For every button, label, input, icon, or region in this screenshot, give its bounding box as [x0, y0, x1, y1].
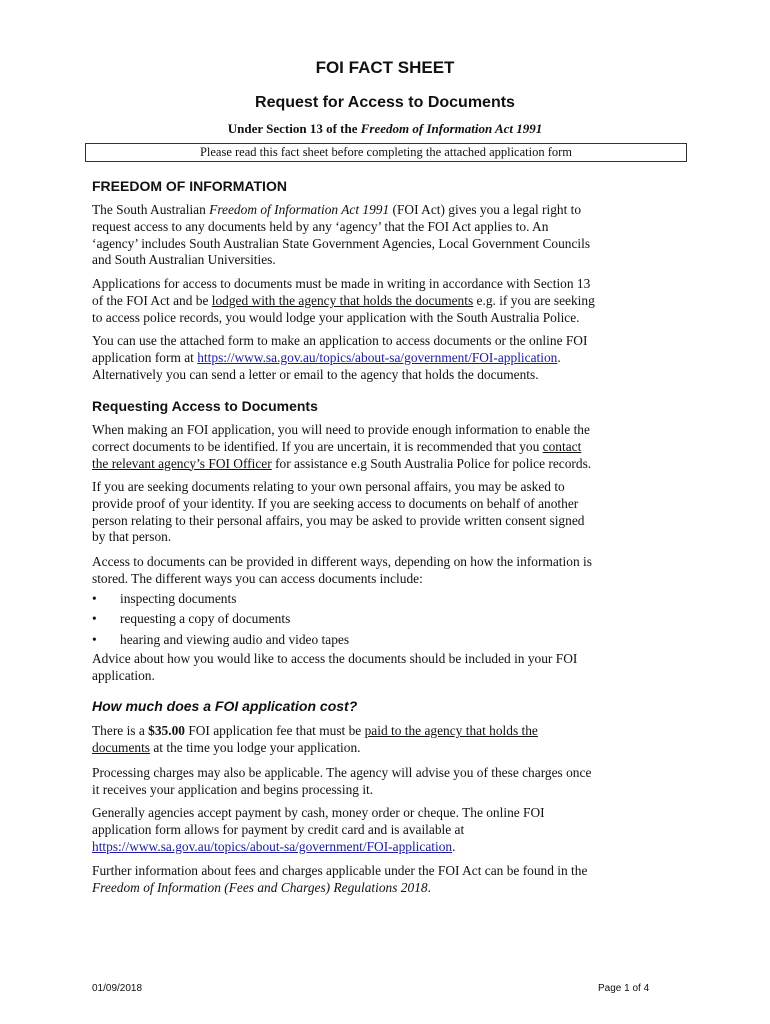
- section-heading-requesting: Requesting Access to Documents: [92, 398, 318, 414]
- list-item: • hearing and viewing audio and video tapes: [92, 631, 350, 647]
- paragraph-access-ways: Access to documents can be provided in different ways, depending on how the information is stored. The different ways you can access documents include:: [92, 554, 592, 586]
- access-methods-list: [92, 589, 349, 650]
- paragraph-foi-intro: The South Australian Freedom of Information Act 1991 (FOI Act) gives you a legal right to request access to any documents held by any ‘agency’ that the FOI Act applies to. An ‘agency’ includes South Australian State Government Agencies, Local Government Councils and South Australian Universities.: [92, 202, 591, 268]
- fee-amount: $35.00: [148, 723, 185, 738]
- footer-page-number: Page 1 of 4: [598, 983, 650, 994]
- foi-application-link-payment[interactable]: https://www.sa.gov.au/topics/about-sa/government/FOI-application: [92, 838, 453, 854]
- paragraph-regulations: Further information about fees and charges applicable under the FOI Act can be found in the Freedom of Information (Fees and Charges) Regulations 2018.: [92, 863, 588, 895]
- list-item: • requesting a copy of documents: [92, 611, 291, 627]
- act-reference: Under Section 13 of the Freedom of Information Act 1991: [227, 121, 543, 136]
- section-heading-cost: How much does a FOI application cost?: [92, 698, 358, 714]
- paragraph-processing-charges: Processing charges may also be applicable. The agency will advise you of these charges once it receives your application and begins processing it.: [92, 765, 592, 797]
- paragraph-access-advice: Advice about how you would like to access the documents should be included in your FOI application.: [92, 651, 578, 683]
- list-item: • inspecting documents: [92, 591, 237, 606]
- paragraph-payment: Generally agencies accept payment by cash, money order or cheque. The online FOI application form allows for payment by credit card and is available at https://www.sa.gov.au/topics/about-sa/government/FOI-application.: [92, 805, 545, 854]
- notice-box: Please read this fact sheet before completing the attached application form: [85, 143, 687, 162]
- paragraph-making-application: When making an FOI application, you will need to provide enough information to enable the correct documents to be identified. If you are uncertain, it is recommended that you contact the relevant agency’s FOI Officer for assistance e.g South Australia Police for police records.: [92, 422, 592, 471]
- paragraph-personal-affairs: If you are seeking documents relating to your own personal affairs, you may be asked to provide proof of your identity. If you are seeking access to documents on behalf of another person relating to their personal affairs, you may be asked to provide written consent signed by that person.: [92, 479, 585, 545]
- page-subtitle: Request for Access to Documents: [255, 94, 515, 111]
- section-heading-foi: FREEDOM OF INFORMATION: [92, 178, 287, 194]
- footer-date: 01/09/2018: [92, 983, 143, 994]
- paragraph-applications: Applications for access to documents must be made in writing in accordance with Section 13 of the FOI Act and be lodged with the agency that holds the documents e.g. if you are seeking to access police records, you would lodge your application with the South Australia Police.: [92, 276, 595, 325]
- paragraph-attached-form: You can use the attached form to make an application to access documents or the online FOI application form at https://www.sa.gov.au/topics/about-sa/government/FOI-application. Alternatively you can send a letter or email to the agency that holds the documents.: [92, 333, 588, 382]
- foi-application-link[interactable]: https://www.sa.gov.au/topics/about-sa/government/FOI-application: [197, 349, 558, 365]
- paragraph-fee: There is a $35.00 FOI application fee that must be paid to the agency that holds the documents at the time you lodge your application.: [92, 723, 538, 755]
- page-title: FOI FACT SHEET: [315, 58, 455, 77]
